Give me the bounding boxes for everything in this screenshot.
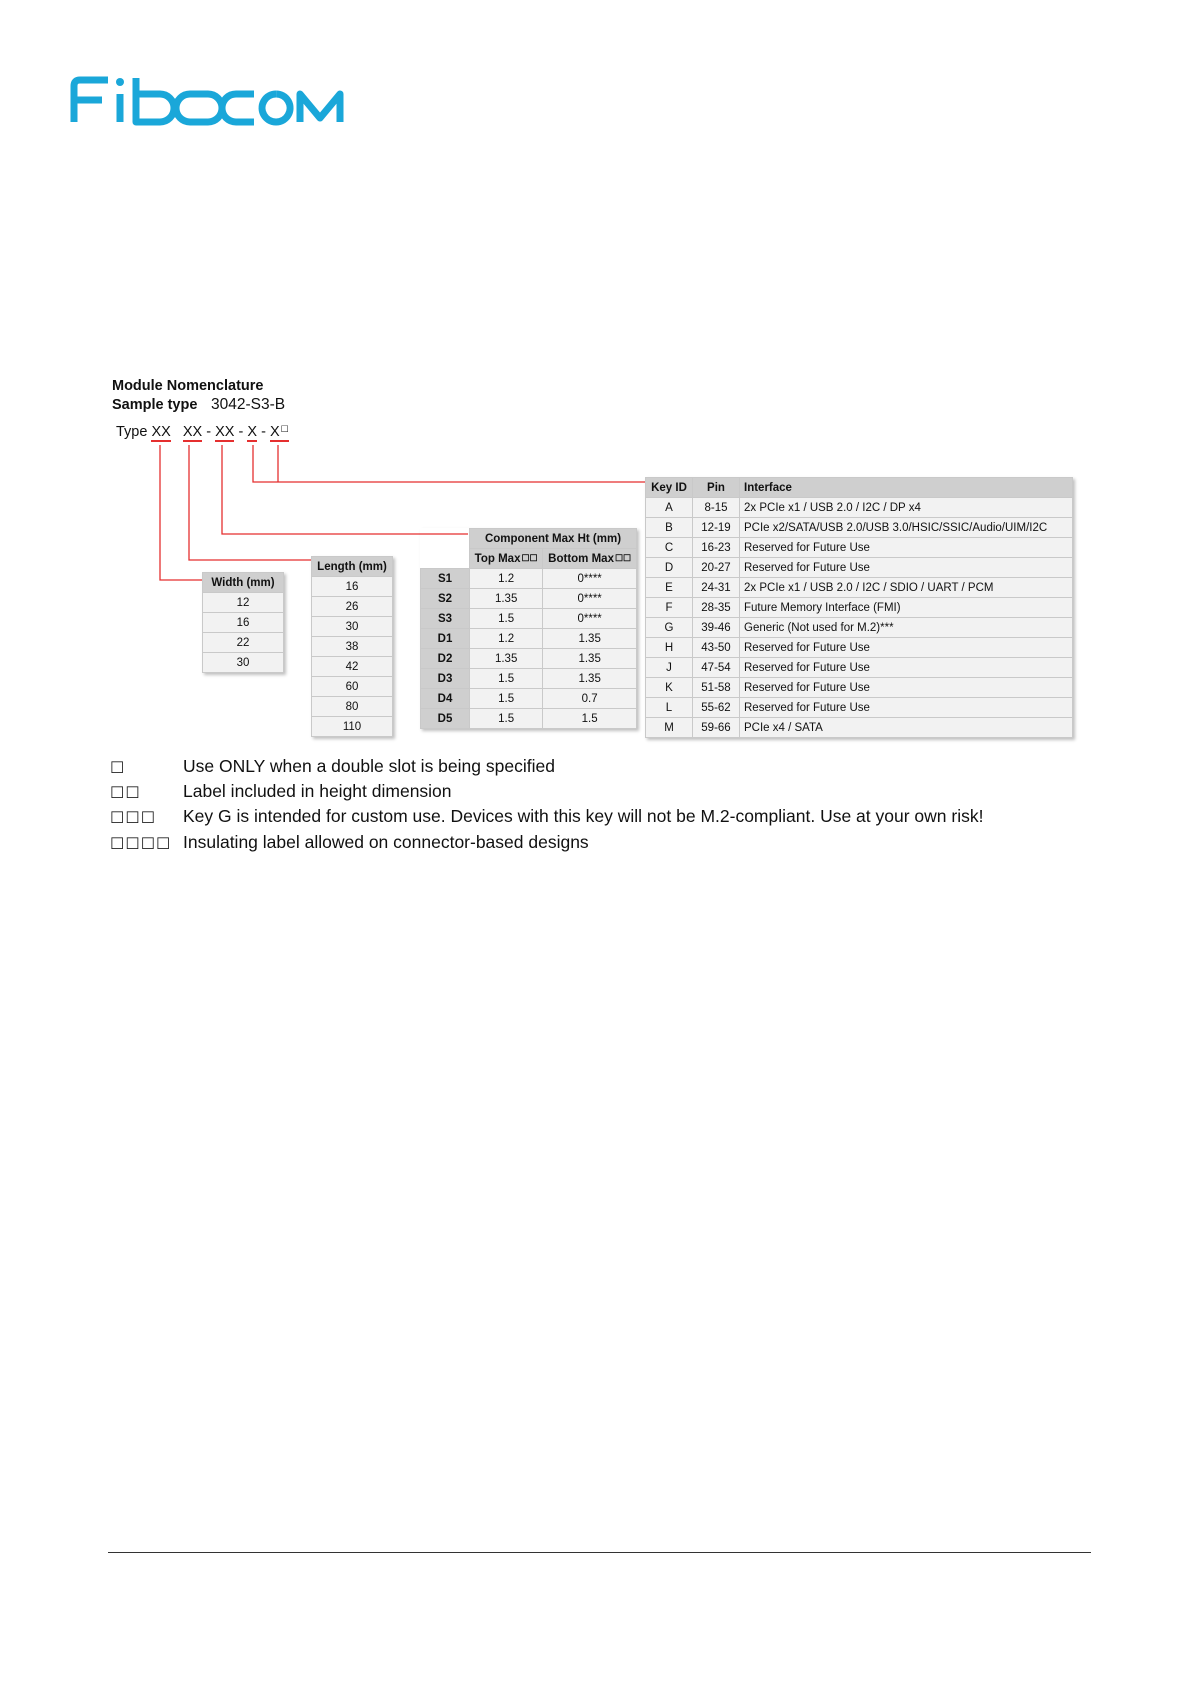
type-segment-width: XX [151, 424, 171, 440]
length-table [311, 556, 393, 737]
footnote-text: Label included in height dimension [183, 781, 452, 801]
width-cell: 30 [203, 653, 284, 673]
connector-width [160, 445, 202, 580]
length-cell: 42 [312, 657, 393, 677]
table-row: A 8-15 2x PCIe x1 / USB 2.0 / I2C / DP x4 [646, 498, 1073, 518]
table-row: F 28-35 Future Memory Interface (FMI) [646, 598, 1073, 618]
table-row: B 12-19 PCIe x2/SATA/USB 2.0/USB 3.0/HSIC/SSIC/Audio/UIM/I2C [646, 518, 1073, 538]
key-id-table [645, 477, 1073, 738]
table-row: K 51-58 Reserved for Future Use [646, 678, 1073, 698]
length-cell: 30 [312, 617, 393, 637]
table-row: D4 1.5 0.7 [421, 689, 637, 709]
width-cell: 12 [203, 593, 284, 613]
table-row: H 43-50 Reserved for Future Use [646, 638, 1073, 658]
footnote-text: Use ONLY when a double slot is being specified [183, 756, 555, 776]
fibocom-logo [68, 72, 348, 126]
col-pin: Pin [693, 478, 740, 498]
col-bottom-max: Bottom Max☐☐ [543, 549, 637, 569]
table-row: L 55-62 Reserved for Future Use [646, 698, 1073, 718]
footnote-mark: ☐☐☐☐ [110, 836, 172, 853]
type-prefix: Type [116, 424, 148, 440]
length-cell: 60 [312, 677, 393, 697]
type-segment-key2: X☐ [269, 424, 289, 440]
type-separator: - [238, 424, 244, 440]
footnote-mark: ☐☐ [110, 785, 141, 802]
footnote-text: Key G is intended for custom use. Devices with this key will not be M.2-compliant. Use at your own risk! [183, 806, 984, 826]
width-cell: 22 [203, 633, 284, 653]
width-table [202, 572, 284, 673]
length-cell: 110 [312, 717, 393, 737]
col-interface: Interface [740, 478, 1073, 498]
table-row: J 47-54 Reserved for Future Use [646, 658, 1073, 678]
nomenclature-title: Module Nomenclature [112, 378, 264, 394]
table-row: M 59-66 PCIe x4 / SATA [646, 718, 1073, 738]
type-segment-key1: X [247, 424, 258, 440]
table-row: G 39-46 Generic (Not used for M.2)*** [646, 618, 1073, 638]
footnote-mark: ☐☐☐ [110, 810, 157, 827]
length-header: Length (mm) [312, 557, 393, 577]
width-cell: 16 [203, 613, 284, 633]
connector-height [222, 445, 468, 534]
table-row: S1 1.2 0**** [421, 569, 637, 589]
col-top-max: Top Max☐☐ [470, 549, 543, 569]
table-row: D2 1.35 1.35 [421, 649, 637, 669]
sample-type-value: 3042-S3-B [211, 396, 286, 413]
footer-divider [108, 1552, 1091, 1553]
type-separator: - [206, 424, 212, 440]
length-cell: 16 [312, 577, 393, 597]
table-row: S3 1.5 0**** [421, 609, 637, 629]
table-row: C 16-23 Reserved for Future Use [646, 538, 1073, 558]
length-cell: 80 [312, 697, 393, 717]
connector-length [189, 445, 311, 560]
table-row: S2 1.35 0**** [421, 589, 637, 609]
table-row: D5 1.5 1.5 [421, 709, 637, 729]
table-row: E 24-31 2x PCIe x1 / USB 2.0 / I2C / SDIO / UART / PCM [646, 578, 1073, 598]
width-header: Width (mm) [203, 573, 284, 593]
type-pattern [116, 424, 289, 440]
connector-key1 [253, 445, 645, 482]
length-cell: 38 [312, 637, 393, 657]
sample-type-label: Sample type [112, 397, 198, 413]
table-row: D1 1.2 1.35 [421, 629, 637, 649]
type-segment-height: XX [215, 424, 235, 440]
table-row: D 20-27 Reserved for Future Use [646, 558, 1073, 578]
footnote-mark: ☐ [110, 760, 126, 777]
footnote-text: Insulating label allowed on connector-based designs [183, 832, 589, 852]
length-cell: 26 [312, 597, 393, 617]
table-row: D3 1.5 1.35 [421, 669, 637, 689]
component-header: Component Max Ht (mm) [470, 529, 637, 549]
type-separator: - [261, 424, 266, 440]
col-key-id: Key ID [646, 478, 693, 498]
type-segment-length: XX [182, 424, 203, 440]
footnote-mark: ☐ [280, 424, 289, 434]
component-height-table [420, 528, 637, 729]
